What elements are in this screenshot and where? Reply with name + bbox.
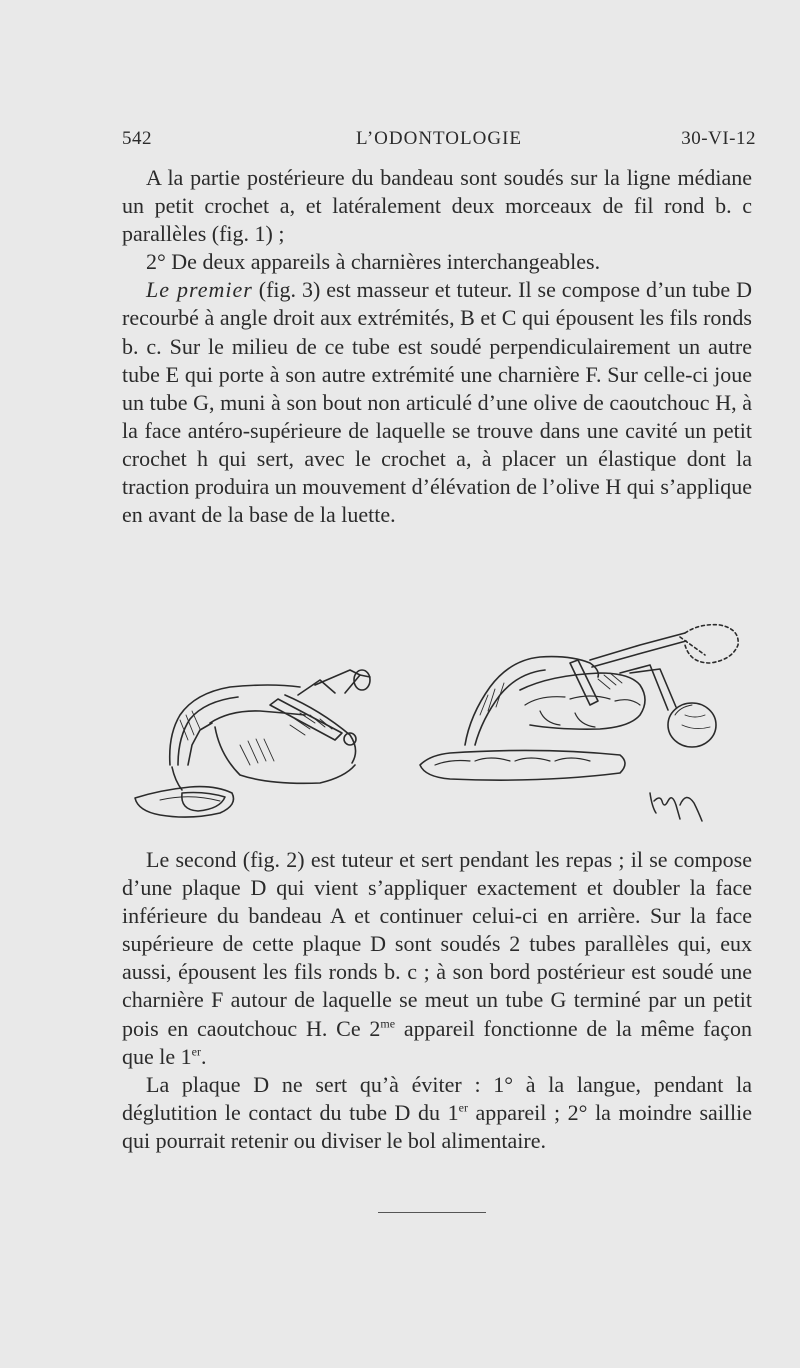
superscript-me: me — [380, 1016, 396, 1031]
paragraph-4 — [122, 846, 752, 1071]
text-block-top — [122, 164, 752, 529]
figure-left-appliance — [135, 670, 370, 817]
superscript-er-2: er — [458, 1100, 468, 1115]
paragraph-2: 2° De deux appareils à charnières interchangeables. — [146, 249, 601, 275]
paragraph-4-text-b: appareil fonctionne de la même façon que le 1 — [122, 1015, 753, 1069]
journal-title: L’ODONTOLOGIE — [355, 128, 523, 149]
page-number: 542 — [122, 128, 152, 149]
section-end-rule — [378, 1212, 486, 1213]
paragraph-3 — [122, 276, 752, 529]
paragraph-5 — [122, 1071, 752, 1155]
dental-appliance-illustrations — [120, 615, 740, 830]
artist-signature-mark — [650, 793, 702, 821]
paragraph-4-text-c: . — [200, 1043, 207, 1069]
text-block-bottom — [122, 846, 752, 1155]
running-header — [122, 128, 756, 156]
superscript-er: er — [191, 1044, 201, 1059]
paragraph-3-text: (fig. 3) est masseur et tuteur. Il se compose d’un tube D recourbé à angle droit aux extrémités, B et C qui épousent les fils ronds b. c. Sur le milieu de ce tube est soudé perpendiculairement un autre tube E qui porte à son autre extrémité une charnière F. Sur celle-ci joue un tube G, muni à son bout non articulé d’une olive de caoutchouc H, à la face antéro-supérieure de laquelle se trouve dans une cavité un petit crochet h qui sert, avec le crochet a, à placer un élastique dont la traction produira un mouvement d’élévation de l’olive H qui s’applique en avant de la base de la luette. — [122, 277, 752, 528]
figure-right-appliance — [420, 625, 738, 780]
italic-term: Le premier — [146, 277, 253, 303]
paragraph-1: A la partie postérieure du bandeau sont soudés sur la ligne médiane un petit crochet a, et latéralement deux morceaux de fil rond b. c parallèles (fig. 1) ; — [122, 165, 752, 247]
paragraph-4-text-a: Le second (fig. 2) est tuteur et sert pendant les repas ; il se compose d’une plaque D qui vient s’appliquer exactement et doubler la face inférieure du bandeau A et continuer celui-ci en arrière. Sur la face supérieure de cette plaque D sont soudés 2 tubes parallèles qui, eux aussi, épousent les fils ronds b. c ; à son bord postérieur est soudé une charnière F autour de laquelle se meut un tube G terminé par un petit pois en caoutchouc H. Ce 2 — [122, 847, 752, 1041]
paragraph-5-text-a: La plaque D ne sert qu’à éviter : 1° à la langue, pendant la déglutition le contact du tube D du 1 — [122, 1071, 752, 1125]
issue-date: 30-VI-12 — [681, 128, 756, 149]
paragraph-5-text-b: appareil ; 2° la moindre saillie qui pourrait retenir ou diviser le bol alimentaire. — [122, 1099, 752, 1153]
